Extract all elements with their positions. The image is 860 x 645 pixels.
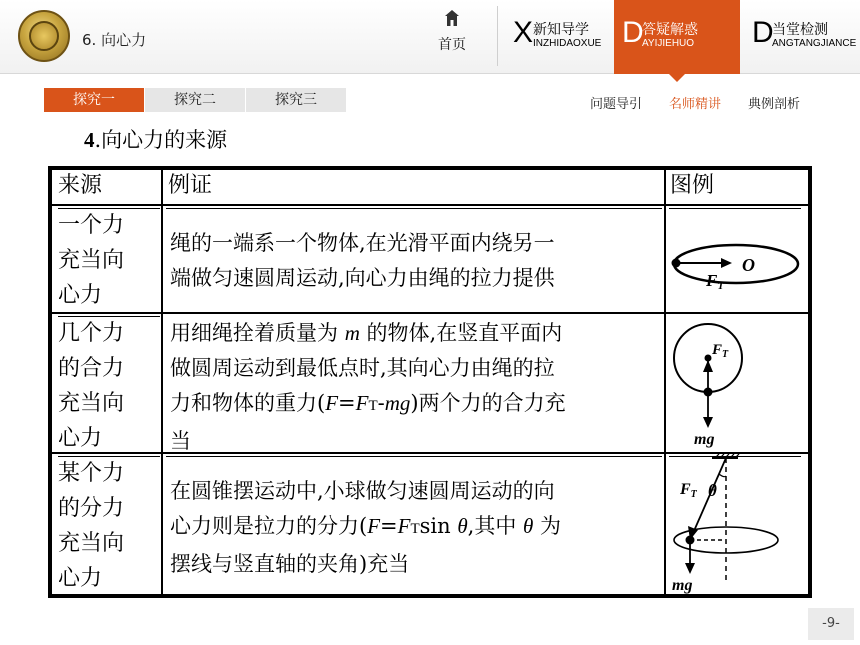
nav-tab-xinzhi[interactable] <box>505 0 611 74</box>
vertical-circle-diagram <box>666 316 804 450</box>
lesson-title: 6. 向心力 <box>82 31 147 49</box>
nav-tab-dangtang[interactable] <box>744 0 860 74</box>
section-title <box>84 124 227 154</box>
tension-label: FT <box>680 481 697 500</box>
nav-label: 新知导学 <box>533 22 589 38</box>
row1-example <box>170 226 555 296</box>
weight-arrowhead <box>703 417 713 428</box>
subnav-mingshi[interactable]: 名师精讲 <box>669 97 722 112</box>
example-line: 力和物体的重力(F=FT-mg)两个力的合力充 <box>170 391 566 415</box>
table-rule <box>669 208 801 209</box>
example-line: 心力则是拉力的分力(F=FTsin θ,其中 θ 为 <box>170 514 562 538</box>
header-figure: 图例 <box>670 173 715 198</box>
example-line: 端做匀速圆周运动,向心力由绳的拉力提供 <box>170 266 555 290</box>
table-rule <box>161 170 163 594</box>
example-line: 摆线与竖直轴的夹角)充当 <box>170 552 410 576</box>
source-line: 的分力 <box>58 496 125 521</box>
home-label: 首页 <box>438 37 466 53</box>
force-arrowhead <box>721 258 732 268</box>
source-line: 心力 <box>58 566 103 591</box>
source-line: 心力 <box>58 283 103 308</box>
nav-sublabel: AYIJIEHUO <box>642 38 695 49</box>
example-line: 绳的一端系一个物体,在光滑平面内绕另一 <box>170 231 555 255</box>
row1-source <box>58 208 124 313</box>
tension-arrowhead <box>703 360 713 372</box>
school-logo <box>18 10 70 62</box>
source-line: 一个力 <box>58 213 125 238</box>
home-button[interactable] <box>416 0 488 74</box>
subtab-tanjiu-2[interactable]: 探究二 <box>145 88 245 112</box>
row3-example <box>170 474 561 582</box>
nav-label: 当堂检测 <box>772 22 828 38</box>
header-source: 来源 <box>58 173 103 198</box>
nav-label: 答疑解惑 <box>642 22 698 38</box>
subnav-wenti[interactable]: 问题导引 <box>590 97 643 112</box>
subtab-tanjiu-1[interactable]: 探究一 <box>44 88 144 112</box>
horizontal-circle-diagram <box>666 230 804 300</box>
page-number: -9- <box>808 608 854 640</box>
source-line: 某个力 <box>58 461 125 486</box>
section-number: 4 <box>84 128 95 152</box>
example-line: 用细绳拴着质量为 m 的物体,在竖直平面内 <box>170 321 563 345</box>
force-source-table <box>48 166 812 598</box>
weight-arrowhead <box>685 563 695 574</box>
table-rule <box>52 204 808 206</box>
center-label: O <box>742 255 755 275</box>
object-dot <box>672 259 681 268</box>
row3-source <box>58 456 124 596</box>
source-line: 几个力 <box>58 321 125 346</box>
source-line: 充当向 <box>58 391 125 416</box>
nav-divider <box>497 6 498 66</box>
weight-label: mg <box>694 431 715 448</box>
nav-letter: D <box>622 16 644 49</box>
top-header <box>0 0 860 74</box>
subtab-tanjiu-3[interactable]: 探究三 <box>246 88 346 112</box>
nav-tab-dayi[interactable] <box>614 0 740 74</box>
section-heading: .向心力的来源 <box>94 128 228 152</box>
home-icon <box>445 10 459 26</box>
example-line: 在圆锥摆运动中,小球做匀速圆周运动的向 <box>170 479 555 503</box>
example-line: 当 <box>170 429 191 453</box>
source-line: 充当向 <box>58 531 125 556</box>
table-rule <box>166 208 662 209</box>
weight-label: mg <box>672 577 693 594</box>
tension-label: $F_T$ <box>712 342 729 360</box>
nav-letter: D <box>752 16 774 49</box>
angle-label: θ <box>708 481 717 500</box>
source-line: 充当向 <box>58 248 125 273</box>
source-line: 的合力 <box>58 356 125 381</box>
example-line: 做圆周运动到最低点时,其向心力由绳的拉 <box>170 356 555 380</box>
nav-sublabel: INZHIDAOXUE <box>533 38 602 49</box>
header-example: 例证 <box>168 173 213 198</box>
nav-letter: X <box>513 16 534 49</box>
row2-source <box>58 316 124 456</box>
table-rule <box>52 312 808 314</box>
row2-example <box>170 316 566 459</box>
conical-pendulum-diagram <box>666 454 806 594</box>
angle-arc <box>719 474 726 477</box>
subnav-dianli[interactable]: 典例剖析 <box>748 97 801 112</box>
force-label: FT <box>706 271 725 292</box>
source-line: 心力 <box>58 426 103 451</box>
nav-sublabel: ANGTANGJIANCE <box>772 38 857 49</box>
